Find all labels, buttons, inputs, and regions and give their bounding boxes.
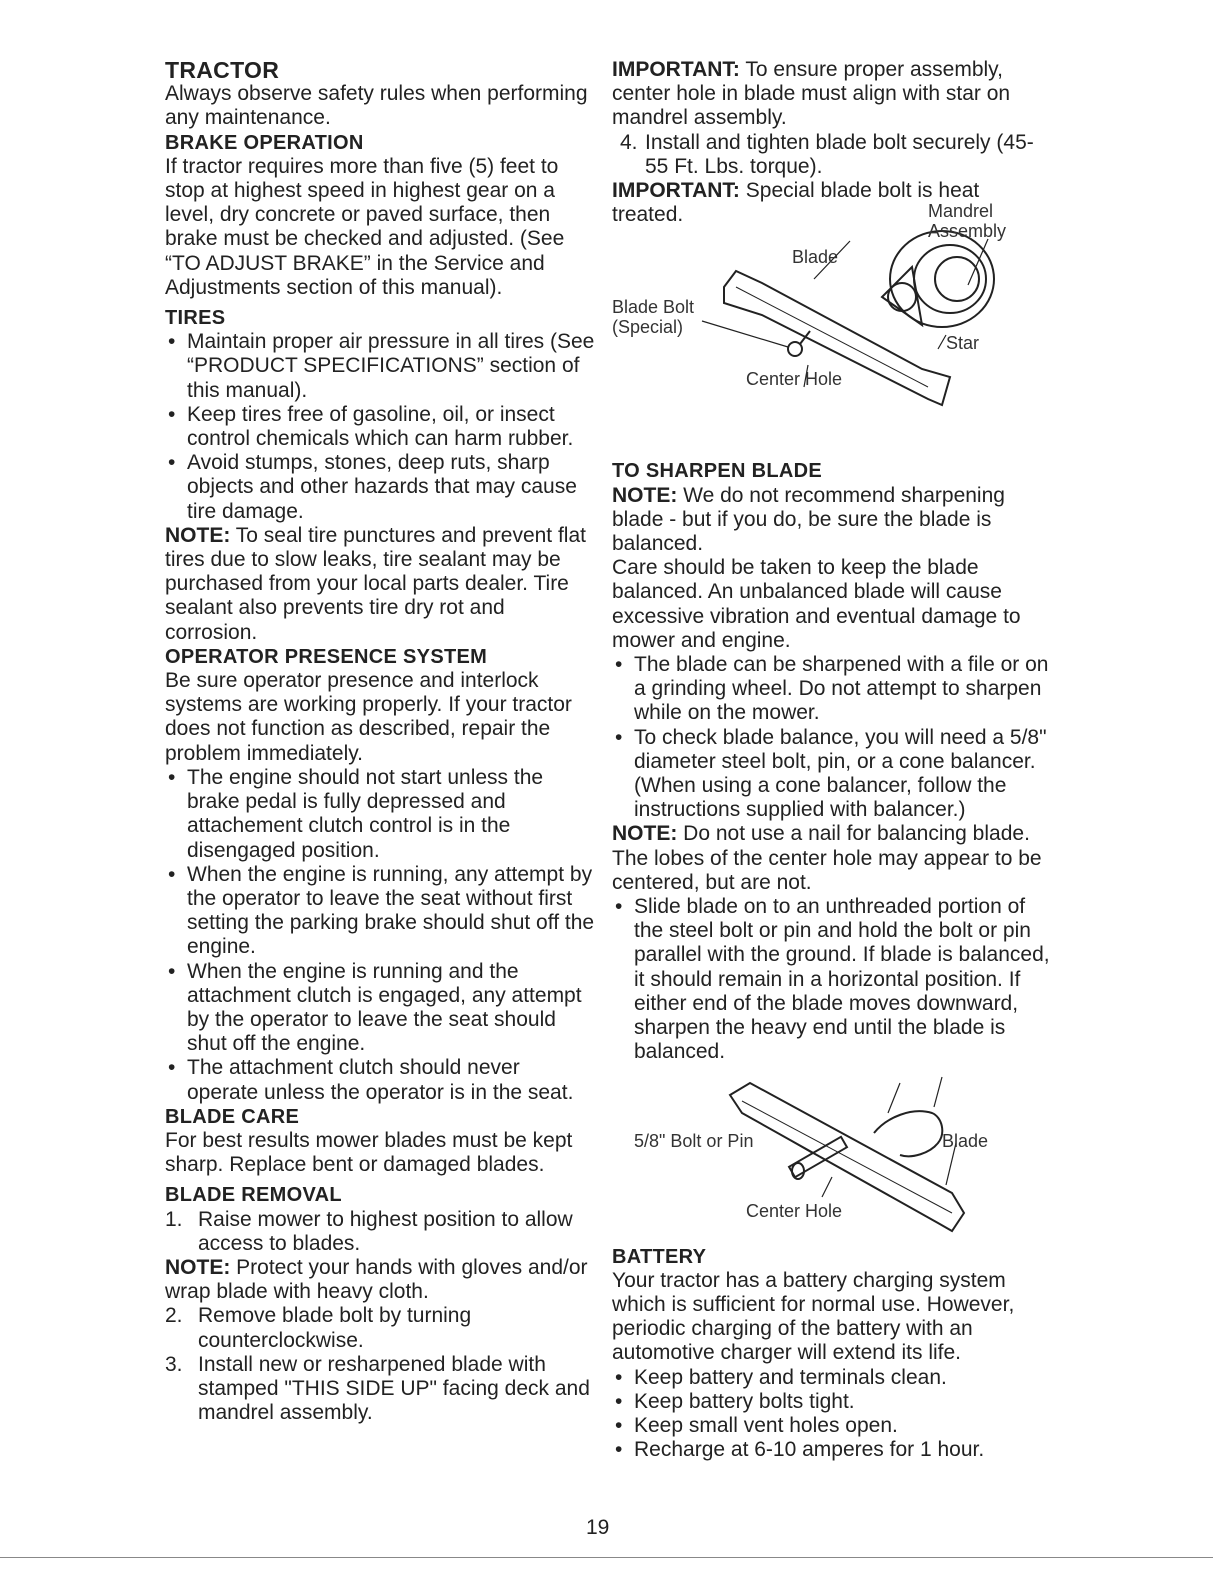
removal-steps-a xyxy=(165,1208,595,1256)
brake-heading: BRAKE OPERATION xyxy=(165,131,364,154)
list-item xyxy=(165,1304,595,1352)
list-item: • To check blade balance, you will need a 5/8" diameter steel bolt, pin, or a cone balancer. (When using a cone balancer, follow the instructions supplied with balancer.) xyxy=(612,726,1052,823)
blade-balance-figure xyxy=(612,1073,1052,1245)
sharpen-paragraph: Care should be taken to keep the blade balanced. An unbalanced blade will cause excessive vibration and eventual damage to mower and engine. xyxy=(612,556,1021,652)
battery-paragraph: Your tractor has a battery charging system which is sufficient for normal use. However, periodic charging of the battery with an automotive charger will extend its life. xyxy=(612,1268,1015,1365)
removal-steps-c xyxy=(612,131,1052,179)
removal-steps-b xyxy=(165,1304,595,1425)
label-blade: Blade xyxy=(792,247,839,268)
step-text: Remove blade bolt by turning counterclockwise. xyxy=(198,1304,472,1352)
list-item: • Keep battery and terminals clean. xyxy=(612,1366,1052,1390)
brake-paragraph: If tractor requires more than five (5) feet to stop at highest speed in highest gear on a level, dry concrete or paved surface, then brake must be checked and adjusted. (See “TO ADJUST BRAKE” in the Service and Adjustments section of this manual). xyxy=(165,154,565,299)
tractor-intro: Always observe safety rules when performing any maintenance. xyxy=(165,82,588,130)
note-text: We do not recommend sharpening blade - but if you do, be sure the blade is balanced. xyxy=(612,483,1005,556)
important-note-1 xyxy=(612,58,1052,131)
note-text: Do not use a nail for balancing blade. The lobes of the center hole may appear to be centered, but are not. xyxy=(612,822,1042,894)
label-mandrel: Mandrel xyxy=(928,201,994,222)
list-item: • Keep tires free of gasoline, oil, or insect control chemicals which can harm rubber. xyxy=(165,403,595,451)
ops-paragraph: Be sure operator presence and interlock systems are working properly. If your tractor does not function as described, repair the problem immediately. xyxy=(165,669,572,765)
important-label: IMPORTANT: xyxy=(612,179,740,203)
right-column xyxy=(612,58,1052,1462)
tires-heading: TIRES xyxy=(165,307,226,330)
blade-removal-heading: BLADE REMOVAL xyxy=(165,1184,342,1207)
tires-note xyxy=(165,524,595,645)
step-number: 2. xyxy=(165,1304,183,1328)
important-text: Special blade bolt is heat treated. xyxy=(612,179,980,227)
step-text: Install and tighten blade bolt securely (45-55 Ft. Lbs. torque). xyxy=(645,130,1034,178)
page-number: 19 xyxy=(586,1516,610,1539)
important-label: IMPORTANT: xyxy=(612,58,740,81)
left-column xyxy=(165,58,595,1425)
battery-heading: BATTERY xyxy=(612,1245,707,1268)
list-item xyxy=(165,1353,595,1426)
sharpen-list xyxy=(612,653,1052,822)
label-star: Star xyxy=(946,333,980,354)
list-item: • The attachment clutch should never operate unless the operator is in the seat. xyxy=(165,1056,595,1104)
list-item: • Avoid stumps, stones, deep ruts, sharp objects and other hazards that may cause tire damage. xyxy=(165,451,595,524)
list-item: • When the engine is running, any attempt by the operator to leave the seat without first setting the parking brake should shut off the engine. xyxy=(165,863,595,960)
label-blade: Blade xyxy=(942,1130,989,1151)
removal-note xyxy=(165,1256,595,1304)
note-label: NOTE: xyxy=(612,822,678,846)
battery-list xyxy=(612,1366,1052,1463)
step-text: Install new or resharpened blade with stamped "THIS SIDE UP" facing deck and mandrel assembly. xyxy=(198,1352,590,1425)
label-blade-bolt: Blade Bolt xyxy=(612,297,695,318)
list-item: • When the engine is running and the attachment clutch is engaged, any attempt by the operator to leave the seat should shut off the engine. xyxy=(165,960,595,1057)
note-text: To seal tire punctures and prevent flat tires due to slow leaks, tire sealant may be purchased from your local parts dealer. Tire sealant also prevents tire dry rot and corrosion. xyxy=(165,523,586,644)
step-text: Raise mower to highest position to allow access to blades. xyxy=(198,1207,573,1255)
list-item: • The engine should not start unless the brake pedal is fully depressed and attachement clutch control is in the disengaged position. xyxy=(165,766,595,863)
label-bolt-or-pin: 5/8" Bolt or Pin xyxy=(634,1130,754,1151)
note-label: NOTE: xyxy=(165,523,231,547)
tractor-heading: TRACTOR xyxy=(165,57,280,83)
step-number: 4. xyxy=(620,130,638,154)
slide-list xyxy=(612,895,1052,1064)
list-item: • Slide blade on to an unthreaded portion of the steel bolt or pin and hold the bolt or pin parallel with the ground. If blade is balanced, it should remain in a horizontal position. If either end of the blade moves downward, sharpen the heavy end until the blade is balanced. xyxy=(612,895,1052,1064)
step-number: 1. xyxy=(165,1207,183,1231)
note-label: NOTE: xyxy=(165,1255,231,1279)
ops-list xyxy=(165,766,595,1105)
list-item: • Keep battery bolts tight. xyxy=(612,1390,1052,1414)
bottom-rule xyxy=(0,1557,1213,1558)
tires-list xyxy=(165,330,595,524)
label-assembly: Assembly xyxy=(928,221,1007,242)
note-text: Protect your hands with gloves and/or wrap blade with heavy cloth. xyxy=(165,1255,588,1304)
list-item: • Keep small vent holes open. xyxy=(612,1414,1052,1438)
ops-heading: OPERATOR PRESENCE SYSTEM xyxy=(165,645,488,668)
step-number: 3. xyxy=(165,1352,183,1376)
sharpen-note xyxy=(612,484,1052,557)
label-center-hole: Center Hole xyxy=(746,369,843,390)
blade-care-heading: BLADE CARE xyxy=(165,1105,300,1128)
list-item: • Recharge at 6-10 amperes for 1 hour. xyxy=(612,1438,1052,1462)
list-item xyxy=(612,131,1052,179)
note-label: NOTE: xyxy=(612,483,678,507)
blade-care-paragraph: For best results mower blades must be kept sharp. Replace bent or damaged blades. xyxy=(165,1128,573,1177)
important-text: To ensure proper assembly, center hole in blade must align with star on mandrel assembly. xyxy=(612,58,1011,130)
label-center-hole: Center Hole xyxy=(746,1200,843,1221)
list-item xyxy=(165,1208,595,1256)
label-special: (Special) xyxy=(612,317,684,338)
list-item: • The blade can be sharpened with a file or on a grinding wheel. Do not attempt to sharpen while on the mower. xyxy=(612,653,1052,726)
list-item: • Maintain proper air pressure in all tires (See “PRODUCT SPECIFICATIONS” section of this manual). xyxy=(165,330,595,403)
sharpen-heading: TO SHARPEN BLADE xyxy=(612,460,823,483)
nail-note xyxy=(612,822,1052,895)
